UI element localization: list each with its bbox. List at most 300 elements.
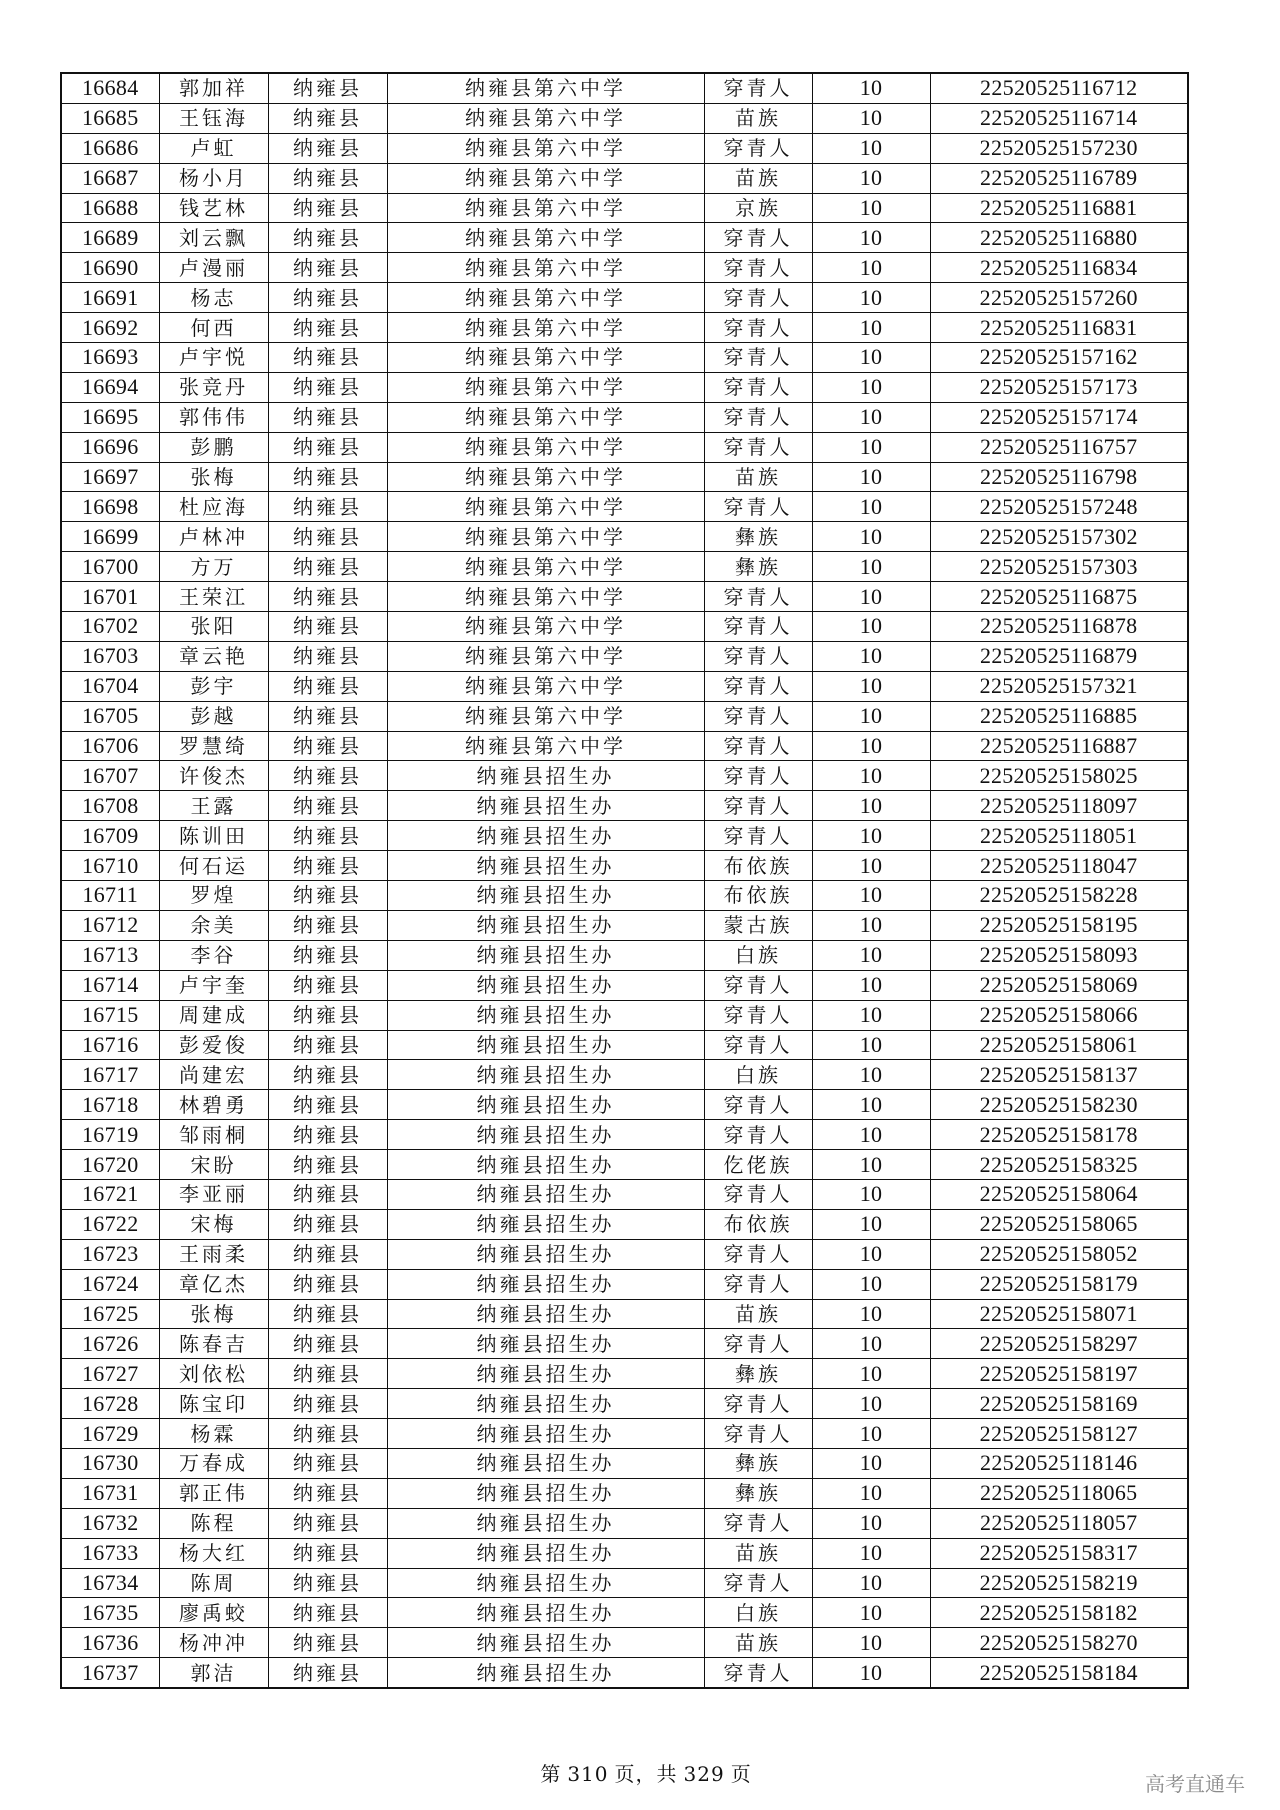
school-cell: 纳雍县第六中学: [387, 133, 704, 163]
school-cell: 纳雍县招生办: [387, 1030, 704, 1060]
county-cell: 纳雍县: [268, 223, 387, 253]
exam-id-cell: 22520525116879: [930, 641, 1188, 671]
ethnicity-cell: 苗族: [704, 1538, 812, 1568]
table-row: [61, 552, 1188, 582]
score-cell: 10: [812, 1030, 930, 1060]
score-cell: 10: [812, 1538, 930, 1568]
exam-id-cell: 22520525116714: [930, 103, 1188, 133]
county-cell: 纳雍县: [268, 492, 387, 522]
serial-number-cell: 16727: [61, 1359, 159, 1389]
score-cell: 10: [812, 372, 930, 402]
ethnicity-cell: 穿青人: [704, 582, 812, 612]
score-cell: 10: [812, 1209, 930, 1239]
serial-number-cell: 16694: [61, 372, 159, 402]
exam-id-cell: 22520525158065: [930, 1209, 1188, 1239]
school-cell: 纳雍县招生办: [387, 1299, 704, 1329]
score-cell: 10: [812, 970, 930, 1000]
name-cell: 杨冲冲: [159, 1628, 268, 1658]
exam-id-cell: 22520525116878: [930, 612, 1188, 642]
name-cell: 杨小月: [159, 163, 268, 193]
exam-id-cell: 22520525158137: [930, 1060, 1188, 1090]
school-cell: 纳雍县招生办: [387, 1239, 704, 1269]
school-cell: 纳雍县招生办: [387, 1568, 704, 1598]
school-cell: 纳雍县招生办: [387, 1538, 704, 1568]
county-cell: 纳雍县: [268, 1209, 387, 1239]
school-cell: 纳雍县招生办: [387, 821, 704, 851]
serial-number-cell: 16706: [61, 731, 159, 761]
school-cell: 纳雍县第六中学: [387, 402, 704, 432]
score-cell: 10: [812, 1239, 930, 1269]
exam-id-cell: 22520525118146: [930, 1448, 1188, 1478]
exam-id-cell: 22520525158064: [930, 1179, 1188, 1209]
name-cell: 杨志: [159, 283, 268, 313]
exam-id-cell: 22520525158127: [930, 1419, 1188, 1449]
table-row: [61, 1239, 1188, 1269]
score-cell: 10: [812, 671, 930, 701]
score-cell: 10: [812, 940, 930, 970]
county-cell: 纳雍县: [268, 970, 387, 1000]
name-cell: 刘云飘: [159, 223, 268, 253]
name-cell: 许俊杰: [159, 761, 268, 791]
table-row: [61, 641, 1188, 671]
table-row: [61, 1030, 1188, 1060]
name-cell: 张竞丹: [159, 372, 268, 402]
ethnicity-cell: 彝族: [704, 522, 812, 552]
serial-number-cell: 16736: [61, 1628, 159, 1658]
table-row: [61, 1598, 1188, 1628]
ethnicity-cell: 白族: [704, 1060, 812, 1090]
county-cell: 纳雍县: [268, 701, 387, 731]
county-cell: 纳雍县: [268, 103, 387, 133]
table-body: [61, 73, 1188, 1688]
county-cell: 纳雍县: [268, 851, 387, 881]
county-cell: 纳雍县: [268, 552, 387, 582]
name-cell: 张梅: [159, 1299, 268, 1329]
score-cell: 10: [812, 701, 930, 731]
school-cell: 纳雍县招生办: [387, 1628, 704, 1658]
school-cell: 纳雍县招生办: [387, 1000, 704, 1030]
score-cell: 10: [812, 492, 930, 522]
county-cell: 纳雍县: [268, 1598, 387, 1628]
table-row: [61, 970, 1188, 1000]
serial-number-cell: 16732: [61, 1508, 159, 1538]
county-cell: 纳雍县: [268, 1448, 387, 1478]
ethnicity-cell: 穿青人: [704, 1568, 812, 1598]
name-cell: 卢林冲: [159, 522, 268, 552]
table-row: [61, 402, 1188, 432]
name-cell: 陈宝印: [159, 1389, 268, 1419]
ethnicity-cell: 苗族: [704, 103, 812, 133]
county-cell: 纳雍县: [268, 910, 387, 940]
table-row: [61, 223, 1188, 253]
name-cell: 尚建宏: [159, 1060, 268, 1090]
table-row: [61, 193, 1188, 223]
exam-id-cell: 22520525157162: [930, 343, 1188, 373]
table-row: [61, 1538, 1188, 1568]
county-cell: 纳雍县: [268, 1628, 387, 1658]
name-cell: 郭洁: [159, 1658, 268, 1688]
name-cell: 彭鹏: [159, 432, 268, 462]
exam-id-cell: 22520525158230: [930, 1090, 1188, 1120]
ethnicity-cell: 穿青人: [704, 432, 812, 462]
serial-number-cell: 16696: [61, 432, 159, 462]
county-cell: 纳雍县: [268, 582, 387, 612]
name-cell: 何西: [159, 313, 268, 343]
school-cell: 纳雍县招生办: [387, 1359, 704, 1389]
table-row: [61, 910, 1188, 940]
serial-number-cell: 16701: [61, 582, 159, 612]
ethnicity-cell: 苗族: [704, 462, 812, 492]
name-cell: 郭伟伟: [159, 402, 268, 432]
name-cell: 宋梅: [159, 1209, 268, 1239]
name-cell: 卢宇奎: [159, 970, 268, 1000]
exam-id-cell: 22520525157230: [930, 133, 1188, 163]
school-cell: 纳雍县第六中学: [387, 163, 704, 193]
serial-number-cell: 16715: [61, 1000, 159, 1030]
ethnicity-cell: 彝族: [704, 1478, 812, 1508]
ethnicity-cell: 穿青人: [704, 372, 812, 402]
exam-id-cell: 22520525116757: [930, 432, 1188, 462]
serial-number-cell: 16719: [61, 1120, 159, 1150]
serial-number-cell: 16726: [61, 1329, 159, 1359]
county-cell: 纳雍县: [268, 1299, 387, 1329]
serial-number-cell: 16704: [61, 671, 159, 701]
score-cell: 10: [812, 552, 930, 582]
school-cell: 纳雍县招生办: [387, 1598, 704, 1628]
exam-id-cell: 22520525157321: [930, 671, 1188, 701]
school-cell: 纳雍县第六中学: [387, 731, 704, 761]
table-row: [61, 1628, 1188, 1658]
serial-number-cell: 16729: [61, 1419, 159, 1449]
ethnicity-cell: 穿青人: [704, 612, 812, 642]
county-cell: 纳雍县: [268, 372, 387, 402]
serial-number-cell: 16734: [61, 1568, 159, 1598]
name-cell: 刘依松: [159, 1359, 268, 1389]
county-cell: 纳雍县: [268, 283, 387, 313]
score-cell: 10: [812, 1628, 930, 1658]
county-cell: 纳雍县: [268, 1179, 387, 1209]
ethnicity-cell: 穿青人: [704, 1120, 812, 1150]
name-cell: 廖禹蛟: [159, 1598, 268, 1628]
school-cell: 纳雍县第六中学: [387, 701, 704, 731]
score-cell: 10: [812, 313, 930, 343]
county-cell: 纳雍县: [268, 73, 387, 103]
serial-number-cell: 16709: [61, 821, 159, 851]
serial-number-cell: 16723: [61, 1239, 159, 1269]
name-cell: 王荣江: [159, 582, 268, 612]
score-cell: 10: [812, 791, 930, 821]
table-row: [61, 701, 1188, 731]
ethnicity-cell: 穿青人: [704, 1329, 812, 1359]
score-cell: 10: [812, 1179, 930, 1209]
table-row: [61, 1448, 1188, 1478]
school-cell: 纳雍县第六中学: [387, 193, 704, 223]
ethnicity-cell: 穿青人: [704, 1179, 812, 1209]
table-row: [61, 881, 1188, 911]
serial-number-cell: 16700: [61, 552, 159, 582]
serial-number-cell: 16708: [61, 791, 159, 821]
serial-number-cell: 16697: [61, 462, 159, 492]
county-cell: 纳雍县: [268, 821, 387, 851]
county-cell: 纳雍县: [268, 1478, 387, 1508]
score-cell: 10: [812, 1448, 930, 1478]
ethnicity-cell: 苗族: [704, 163, 812, 193]
county-cell: 纳雍县: [268, 253, 387, 283]
table-row: [61, 1568, 1188, 1598]
score-cell: 10: [812, 133, 930, 163]
school-cell: 纳雍县招生办: [387, 1209, 704, 1239]
ethnicity-cell: 穿青人: [704, 73, 812, 103]
serial-number-cell: 16698: [61, 492, 159, 522]
school-cell: 纳雍县第六中学: [387, 343, 704, 373]
name-cell: 卢虹: [159, 133, 268, 163]
name-cell: 章云艳: [159, 641, 268, 671]
county-cell: 纳雍县: [268, 1568, 387, 1598]
county-cell: 纳雍县: [268, 343, 387, 373]
table-row: [61, 940, 1188, 970]
table-row: [61, 1179, 1188, 1209]
serial-number-cell: 16722: [61, 1209, 159, 1239]
ethnicity-cell: 穿青人: [704, 283, 812, 313]
school-cell: 纳雍县招生办: [387, 1090, 704, 1120]
school-cell: 纳雍县招生办: [387, 910, 704, 940]
table-row: [61, 1419, 1188, 1449]
ethnicity-cell: 穿青人: [704, 1090, 812, 1120]
county-cell: 纳雍县: [268, 163, 387, 193]
county-cell: 纳雍县: [268, 1419, 387, 1449]
exam-id-cell: 22520525157174: [930, 402, 1188, 432]
county-cell: 纳雍县: [268, 1000, 387, 1030]
table-row: [61, 1090, 1188, 1120]
name-cell: 卢宇悦: [159, 343, 268, 373]
name-cell: 罗慧绮: [159, 731, 268, 761]
table-row: [61, 432, 1188, 462]
name-cell: 方万: [159, 552, 268, 582]
score-cell: 10: [812, 910, 930, 940]
name-cell: 杨大红: [159, 1538, 268, 1568]
school-cell: 纳雍县第六中学: [387, 522, 704, 552]
score-cell: 10: [812, 73, 930, 103]
score-cell: 10: [812, 582, 930, 612]
county-cell: 纳雍县: [268, 1269, 387, 1299]
serial-number-cell: 16710: [61, 851, 159, 881]
serial-number-cell: 16705: [61, 701, 159, 731]
exam-id-cell: 22520525116885: [930, 701, 1188, 731]
name-cell: 卢漫丽: [159, 253, 268, 283]
name-cell: 邹雨桐: [159, 1120, 268, 1150]
school-cell: 纳雍县招生办: [387, 1448, 704, 1478]
serial-number-cell: 16685: [61, 103, 159, 133]
score-cell: 10: [812, 1658, 930, 1688]
score-cell: 10: [812, 731, 930, 761]
table-row: [61, 1209, 1188, 1239]
table-row: [61, 582, 1188, 612]
name-cell: 彭爱俊: [159, 1030, 268, 1060]
table-row: [61, 1269, 1188, 1299]
county-cell: 纳雍县: [268, 1389, 387, 1419]
school-cell: 纳雍县第六中学: [387, 641, 704, 671]
school-cell: 纳雍县第六中学: [387, 283, 704, 313]
exam-id-cell: 22520525118065: [930, 1478, 1188, 1508]
score-cell: 10: [812, 402, 930, 432]
table-row: [61, 731, 1188, 761]
score-cell: 10: [812, 1060, 930, 1090]
score-cell: 10: [812, 1120, 930, 1150]
ethnicity-cell: 布依族: [704, 881, 812, 911]
county-cell: 纳雍县: [268, 791, 387, 821]
score-cell: 10: [812, 1419, 930, 1449]
exam-id-cell: 22520525158025: [930, 761, 1188, 791]
county-cell: 纳雍县: [268, 313, 387, 343]
score-cell: 10: [812, 253, 930, 283]
serial-number-cell: 16731: [61, 1478, 159, 1508]
name-cell: 陈春吉: [159, 1329, 268, 1359]
score-cell: 10: [812, 641, 930, 671]
total-pages: 329: [683, 1762, 725, 1786]
school-cell: 纳雍县招生办: [387, 881, 704, 911]
serial-number-cell: 16703: [61, 641, 159, 671]
score-cell: 10: [812, 851, 930, 881]
score-cell: 10: [812, 103, 930, 133]
name-cell: 宋盼: [159, 1150, 268, 1180]
ethnicity-cell: 穿青人: [704, 1239, 812, 1269]
ethnicity-cell: 穿青人: [704, 223, 812, 253]
ethnicity-cell: 穿青人: [704, 492, 812, 522]
name-cell: 万春成: [159, 1448, 268, 1478]
school-cell: 纳雍县第六中学: [387, 73, 704, 103]
serial-number-cell: 16712: [61, 910, 159, 940]
school-cell: 纳雍县第六中学: [387, 462, 704, 492]
name-cell: 周建成: [159, 1000, 268, 1030]
score-cell: 10: [812, 1598, 930, 1628]
exam-id-cell: 22520525118097: [930, 791, 1188, 821]
ethnicity-cell: 苗族: [704, 1628, 812, 1658]
score-cell: 10: [812, 881, 930, 911]
school-cell: 纳雍县第六中学: [387, 313, 704, 343]
score-cell: 10: [812, 283, 930, 313]
score-cell: 10: [812, 163, 930, 193]
school-cell: 纳雍县第六中学: [387, 223, 704, 253]
county-cell: 纳雍县: [268, 612, 387, 642]
exam-id-cell: 22520525118057: [930, 1508, 1188, 1538]
school-cell: 纳雍县招生办: [387, 1329, 704, 1359]
name-cell: 章亿杰: [159, 1269, 268, 1299]
table-row: [61, 1120, 1188, 1150]
table-row: [61, 1658, 1188, 1688]
serial-number-cell: 16692: [61, 313, 159, 343]
table-row: [61, 73, 1188, 103]
exam-id-cell: 22520525158052: [930, 1239, 1188, 1269]
exam-id-cell: 22520525157303: [930, 552, 1188, 582]
score-cell: 10: [812, 223, 930, 253]
name-cell: 彭宇: [159, 671, 268, 701]
school-cell: 纳雍县招生办: [387, 1150, 704, 1180]
exam-id-cell: 22520525158179: [930, 1269, 1188, 1299]
table-row: [61, 372, 1188, 402]
exam-id-cell: 22520525158184: [930, 1658, 1188, 1688]
ethnicity-cell: 穿青人: [704, 1389, 812, 1419]
county-cell: 纳雍县: [268, 940, 387, 970]
ethnicity-cell: 穿青人: [704, 701, 812, 731]
serial-number-cell: 16687: [61, 163, 159, 193]
ethnicity-cell: 穿青人: [704, 1269, 812, 1299]
exam-id-cell: 22520525116834: [930, 253, 1188, 283]
county-cell: 纳雍县: [268, 522, 387, 552]
table-row: [61, 253, 1188, 283]
county-cell: 纳雍县: [268, 193, 387, 223]
school-cell: 纳雍县招生办: [387, 1478, 704, 1508]
exam-id-cell: 22520525158270: [930, 1628, 1188, 1658]
name-cell: 陈周: [159, 1568, 268, 1598]
table-row: [61, 1478, 1188, 1508]
exam-id-cell: 22520525116712: [930, 73, 1188, 103]
school-cell: 纳雍县第六中学: [387, 432, 704, 462]
exam-id-cell: 22520525158317: [930, 1538, 1188, 1568]
ethnicity-cell: 穿青人: [704, 1508, 812, 1538]
exam-id-cell: 22520525158071: [930, 1299, 1188, 1329]
footer-prefix: 第: [540, 1762, 562, 1786]
score-cell: 10: [812, 432, 930, 462]
ethnicity-cell: 布依族: [704, 1209, 812, 1239]
table-row: [61, 1000, 1188, 1030]
ethnicity-cell: 穿青人: [704, 791, 812, 821]
county-cell: 纳雍县: [268, 881, 387, 911]
ethnicity-cell: 穿青人: [704, 970, 812, 1000]
serial-number-cell: 16721: [61, 1179, 159, 1209]
score-cell: 10: [812, 761, 930, 791]
serial-number-cell: 16714: [61, 970, 159, 1000]
exam-id-cell: 22520525157260: [930, 283, 1188, 313]
county-cell: 纳雍县: [268, 402, 387, 432]
name-cell: 罗煌: [159, 881, 268, 911]
county-cell: 纳雍县: [268, 1060, 387, 1090]
name-cell: 陈程: [159, 1508, 268, 1538]
county-cell: 纳雍县: [268, 1359, 387, 1389]
score-cell: 10: [812, 1568, 930, 1598]
school-cell: 纳雍县招生办: [387, 761, 704, 791]
table-row: [61, 313, 1188, 343]
score-cell: 10: [812, 1508, 930, 1538]
table-row: [61, 821, 1188, 851]
exam-id-cell: 22520525157302: [930, 522, 1188, 552]
exam-id-cell: 22520525116831: [930, 313, 1188, 343]
exam-id-cell: 22520525158061: [930, 1030, 1188, 1060]
ethnicity-cell: 穿青人: [704, 761, 812, 791]
table-row: [61, 492, 1188, 522]
table-row: [61, 522, 1188, 552]
table-row: [61, 1060, 1188, 1090]
name-cell: 钱艺林: [159, 193, 268, 223]
table-row: [61, 1329, 1188, 1359]
exam-id-cell: 22520525158197: [930, 1359, 1188, 1389]
exam-id-cell: 22520525158297: [930, 1329, 1188, 1359]
county-cell: 纳雍县: [268, 462, 387, 492]
exam-id-cell: 22520525158069: [930, 970, 1188, 1000]
serial-number-cell: 16725: [61, 1299, 159, 1329]
name-cell: 李谷: [159, 940, 268, 970]
exam-id-cell: 22520525118051: [930, 821, 1188, 851]
ethnicity-cell: 穿青人: [704, 313, 812, 343]
exam-id-cell: 22520525116875: [930, 582, 1188, 612]
serial-number-cell: 16707: [61, 761, 159, 791]
serial-number-cell: 16724: [61, 1269, 159, 1299]
score-cell: 10: [812, 1269, 930, 1299]
table-row: [61, 343, 1188, 373]
county-cell: 纳雍县: [268, 761, 387, 791]
exam-id-cell: 22520525158093: [930, 940, 1188, 970]
school-cell: 纳雍县第六中学: [387, 253, 704, 283]
ethnicity-cell: 穿青人: [704, 133, 812, 163]
